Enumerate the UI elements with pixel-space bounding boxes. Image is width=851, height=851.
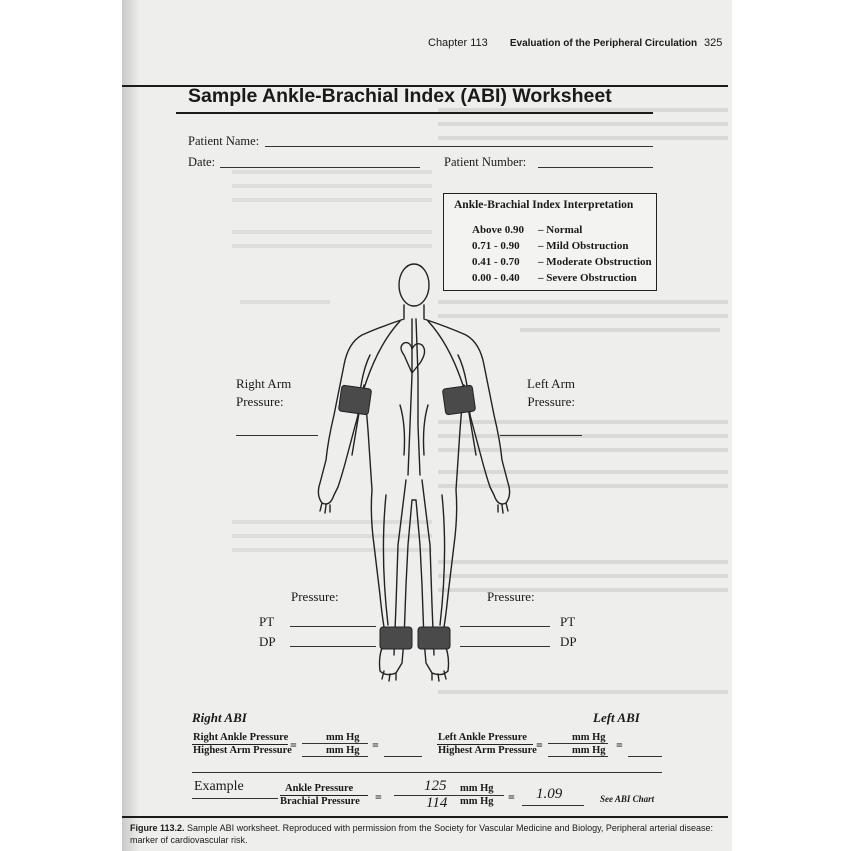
example-label: Example	[194, 779, 244, 794]
page-spine-shadow	[122, 0, 140, 851]
example-top-rule	[192, 772, 662, 773]
example-underline	[192, 798, 278, 799]
equals-sign: =	[372, 738, 379, 752]
vessel-line	[408, 319, 412, 475]
right-highest-arm-text: Highest Arm Pressure	[193, 745, 292, 756]
right-arm-cuff	[338, 385, 371, 415]
equals-sign: =	[290, 738, 297, 752]
chapter-label: Chapter 113	[428, 37, 488, 49]
interpretation-row: Above 0.90 – Normal	[472, 224, 583, 236]
caption-line-1: Sample ABI worksheet. Reproduced with permission from the Society for Vascular Medicine and Biology, Peripheral arterial disease:	[187, 823, 713, 833]
right-dp-field[interactable]	[290, 646, 376, 647]
unit-label: mm Hg	[326, 732, 360, 743]
unit-label: mm Hg	[460, 796, 494, 807]
right-abi-title: Right ABI	[192, 710, 247, 725]
right-arm-pressure-field[interactable]	[236, 435, 318, 436]
equals-sign: =	[536, 738, 543, 752]
right-ankle-input-line[interactable]	[302, 743, 368, 744]
vessel-line	[416, 319, 420, 475]
left-ankle-pressure-label: Pressure:	[487, 589, 535, 604]
unit-label: mm Hg	[572, 745, 606, 756]
right-ankle-pressure-text: Right Ankle Pressure	[193, 732, 289, 743]
human-body-diagram	[300, 255, 530, 695]
equals-sign: =	[616, 738, 623, 752]
vessel-line	[400, 405, 405, 455]
equals-sign: =	[375, 790, 382, 804]
left-pt-field[interactable]	[460, 626, 550, 627]
patient-name-field[interactable]	[265, 146, 653, 147]
date-label: Date:	[188, 155, 216, 169]
patient-number-field[interactable]	[538, 167, 653, 168]
unit-label: mm Hg	[572, 732, 606, 743]
worksheet-title: Sample Ankle-Brachial Index (ABI) Worksheet	[188, 85, 612, 107]
caption-line-2: marker of cardiovascular risk.	[130, 835, 248, 845]
left-abi-result-field[interactable]	[628, 756, 662, 757]
right-abi-result-field[interactable]	[384, 756, 422, 757]
left-highest-arm-text: Highest Arm Pressure	[438, 745, 537, 756]
interpretation-row: 0.41 - 0.70 – Moderate Obstruction	[472, 256, 652, 268]
left-arm-cuff	[442, 385, 475, 415]
left-ankle-pressure-text: Left Ankle Pressure	[438, 732, 527, 743]
left-ankle-cuff	[418, 627, 450, 649]
heart-outline	[401, 343, 425, 373]
left-arm-pressure-field[interactable]	[500, 435, 582, 436]
patient-name-label: Patient Name:	[188, 134, 260, 148]
unit-label: mm Hg	[326, 745, 360, 756]
left-ankle-input-line[interactable]	[548, 743, 608, 744]
section-title: Evaluation of the Peripheral Circulation	[509, 38, 698, 49]
patient-number-label: Patient Number:	[444, 155, 527, 169]
body-outline	[318, 305, 509, 675]
right-pt-field[interactable]	[290, 626, 376, 627]
page-number: 325	[704, 37, 723, 49]
example-brachial-value: 114	[426, 795, 448, 811]
date-field[interactable]	[220, 167, 420, 168]
left-dp-field[interactable]	[460, 646, 550, 647]
left-dp-label: DP	[560, 634, 577, 649]
right-pt-label: PT	[259, 614, 275, 629]
caption-prefix: Figure 113.2.	[130, 823, 185, 833]
interpretation-row: 0.00 - 0.40 – Severe Obstruction	[472, 272, 637, 284]
example-result-value: 1.09	[536, 786, 563, 802]
vessel-line	[440, 495, 445, 625]
right-arm-pressure-label: Right Arm Pressure:	[236, 376, 292, 409]
right-foot-toes	[382, 671, 396, 681]
interpretation-row: 0.71 - 0.90 – Mild Obstruction	[472, 240, 629, 252]
title-bottom-rule	[176, 112, 653, 114]
example-result-underline	[522, 805, 584, 806]
example-ankle-text: Ankle Pressure	[285, 783, 354, 794]
equals-sign: =	[508, 790, 515, 804]
left-arm-pressure-label: Left Arm Pressure:	[527, 376, 576, 409]
right-dp-label: DP	[259, 634, 276, 649]
vessel-line	[424, 405, 429, 455]
unit-label: mm Hg	[460, 783, 494, 794]
vessel-line	[383, 495, 388, 625]
running-header	[428, 37, 697, 49]
see-abi-chart-note: See ABI Chart	[600, 794, 655, 804]
interpretation-heading: Ankle-Brachial Index Interpretation	[454, 199, 634, 211]
right-ankle-cuff	[380, 627, 412, 649]
head-outline	[399, 264, 429, 306]
left-pt-label: PT	[560, 614, 576, 629]
example-ankle-value: 125	[424, 778, 447, 794]
figure-caption	[130, 823, 713, 833]
example-brachial-text: Brachial Pressure	[280, 796, 360, 807]
left-abi-title: Left ABI	[593, 710, 640, 725]
right-ankle-pressure-label: Pressure:	[291, 589, 339, 604]
right-arm-input-line[interactable]	[302, 756, 368, 757]
left-foot-toes	[432, 671, 446, 681]
figure-bottom-rule	[122, 816, 728, 818]
left-arm-input-line[interactable]	[548, 756, 608, 757]
